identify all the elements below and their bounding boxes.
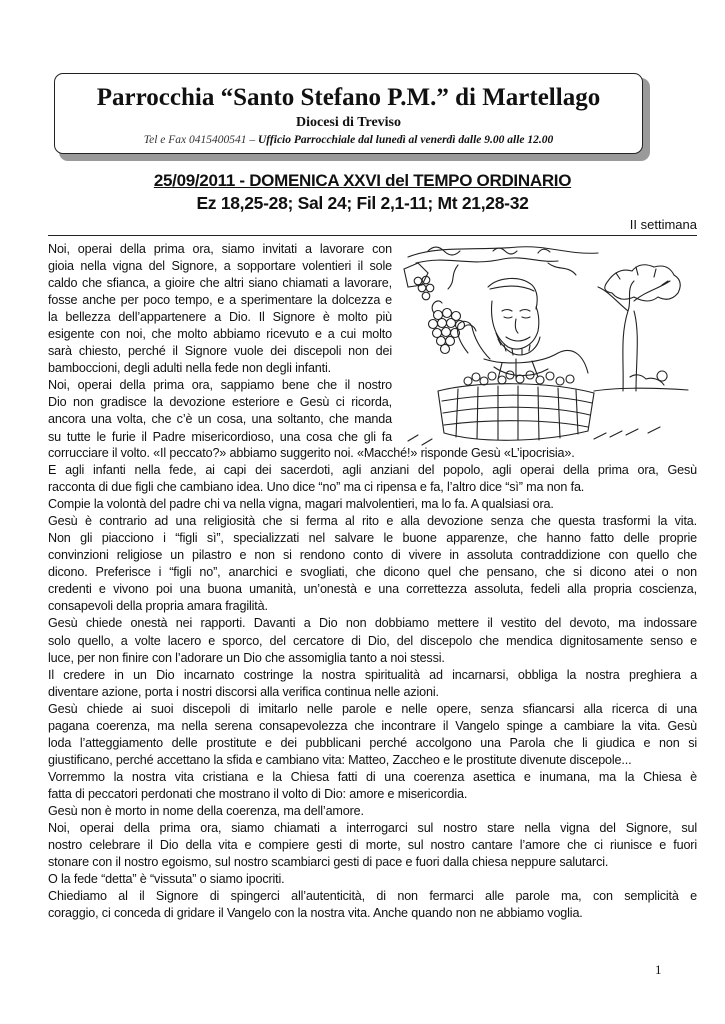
text-line: gioia nella vigna del Signore, a sopportare volentieri il sole: [48, 259, 392, 274]
text-line: bamboccioni, degli adulti nella fede non degli infanti.: [48, 361, 332, 376]
text-line: Gesù è contrario ad una religiosità che si ferma al rito e alla devozione senza che questa trasformi la vita.: [48, 514, 697, 529]
text-column-beside-illustration: [48, 241, 392, 446]
text-line: nostro celebrare il Dio della vita e compiere gesti di morte, sul nostro cantare l’amore che ci riunisce e fuori: [48, 838, 697, 853]
text-line: Dio non gradisce la devozione esteriore e Gesù ci ricorda,: [48, 395, 392, 410]
text-line: Gesù chiede ai suoi discepoli di imitarlo nelle parole e nelle opere, senza sfiancarsi alla ricerca di una: [48, 701, 697, 716]
text-line: racconta di due figli che cambiano idea. Uno dice “no” ma ci ripensa e fa, l’altro dice “sì” ma non fa.: [48, 480, 585, 495]
text-line: caldo che sfianca, a gioire che altri siano chiamati a lavorare,: [48, 276, 392, 291]
text-line: esigente con noi, che molto abbiamo ricevuto e a cui molto: [48, 327, 392, 342]
text-full-width: [48, 445, 697, 922]
text-line: Non gli piacciono i “figli sì”, specializzati nel salvare le buone apparenze, che hanno fatto delle proprie: [48, 531, 697, 546]
scripture-readings: Ez 18,25-28; Sal 24; Fil 2,1-11; Mt 21,28-32: [196, 193, 529, 213]
section-divider: [48, 235, 697, 236]
text-line: sarà chiesto, perché il Signore vuole dei discepoli non dei: [48, 344, 392, 359]
text-line: giustificano, perché accettano la sfida e cambiano vita: Matteo, Zaccheo e le prostitute divenute discepole...: [48, 752, 632, 767]
text-line: O la fede “detta” è “vissuta” o siamo ipocriti.: [48, 872, 285, 887]
text-line: convinzioni religiose un pilastro e non si rendono conto di vivere in assoluta contraddizione con quello che: [48, 548, 697, 563]
text-line: Noi, operai della prima ora, sappiamo bene che il nostro: [48, 378, 392, 393]
text-line: la bellezza dell’appartenere a Dio. Il Signore è molto più: [48, 310, 392, 325]
contact-line: [55, 133, 642, 148]
text-line: Compie la volontà del padre chi va nella vigna, magari malvolentieri, ma lo fa. A qualsiasi ora.: [48, 497, 554, 512]
text-line: Noi, operai della prima ora, siamo invitati a lavorare con: [48, 242, 392, 256]
diocese-subtitle: Diocesi di Treviso: [296, 115, 401, 130]
text-line: stonare con il nostro egoismo, sul nostro scambiarci gesti di pace e fuori dalla chiesa neppure salutarci.: [48, 855, 609, 870]
text-line: Vorremmo la nostra vita cristiana e la Chiesa fatti di una coerenza asettica e inumana, ma la Chiesa è: [48, 769, 697, 784]
text-line: Chiediamo al il Signore di spingerci all’autenticità, di non fermarci alle parole ma, con semplicità e: [48, 889, 697, 904]
text-line: diventare azione, porta i nostri discorsi alla verifica continua nelle azioni.: [48, 684, 439, 699]
contact-phone: Tel e Fax 0415400541 –: [143, 134, 258, 146]
parish-header: [54, 73, 643, 154]
text-line: E agli infanti nella fede, ai capi dei sacerdoti, agli anziani del popolo, agli operai della prima ora, Gesù: [48, 463, 697, 478]
contact-office-hours: Ufficio Parrocchiale dal lunedì al venerdì dalle 9.00 alle 12.00: [258, 134, 554, 146]
grape-harvester-illustration: [398, 241, 697, 454]
text-line: Gesù chiede onestà nei rapporti. Davanti a Dio non dobbiamo mettere il vestito del devoto, ma indossare: [48, 616, 697, 631]
text-line: coraggio, ci conceda di gridare il Vangelo con la nostra vita. Anche quando non ne abbiamo voglia.: [48, 906, 583, 921]
text-line: Il credere in un Dio incarnato costringe la nostra spiritualità ad incarnarsi, obbliga la nostra preghiera a: [48, 667, 697, 682]
text-line: fosse anche per poco tempo, e a sperimentare la dolcezza e: [48, 293, 392, 308]
text-line: pagana coerenza, ma nella serena consapevolezza che incontrare il Vangelo spinge a cambiare la vita. Gesù: [48, 718, 697, 733]
text-line: corrucciare il volto. «Il peccato?» abbiamo suggerito noi. «Macché!» risponde Gesù «L’ipocrisia».: [48, 446, 575, 460]
text-line: fatta di peccatori perdonati che mostrano il volto di Dio: amore e misericordia.: [48, 786, 468, 801]
liturgical-week: II settimana: [629, 217, 697, 232]
parish-title: Parrocchia “Santo Stefano P.M.” di Martellago: [96, 84, 601, 111]
text-line: Noi, operai della prima ora, siamo chiamati a interrogarci sul nostro stare nella vigna del Signore, sul: [48, 821, 697, 836]
text-line: su tutte le furie il Padre misericordioso, una cosa che gli fa: [48, 429, 392, 444]
text-line: consapevoli della propria amara fragilità.: [48, 599, 268, 614]
text-line: credenti e vivono poi una buona umanità, un’onestà e una correttezza assoluta, fedeli alla propria coscienza,: [48, 582, 697, 597]
text-line: luce, per non finire con l’adorare un Dio che assomiglia tanto a noi stessi.: [48, 650, 445, 665]
text-line: Gesù non è morto in nome della coerenza, ma dell’amore.: [48, 803, 364, 818]
page-number: 1: [655, 962, 662, 977]
text-line: solo quello, a volte lacero e sporco, del cercatore di Dio, del discepolo che mendica dignitosamente senso e: [48, 633, 697, 648]
liturgical-date: 25/09/2011 - DOMENICA XXVI del TEMPO ORDINARIO: [153, 171, 572, 190]
text-line: dicono. Preferisce i “figli no”, anarchici e svogliati, che dicono quel che pensano, che si dicono atei o non: [48, 565, 697, 580]
text-line: ancora una volta, che c’è un cosa, una soltanto, che manda: [48, 412, 392, 427]
text-line: loda l’atteggiamento delle prostitute e dei pubblicani perché accolgono una Parola che li giudica e non si: [48, 735, 697, 750]
